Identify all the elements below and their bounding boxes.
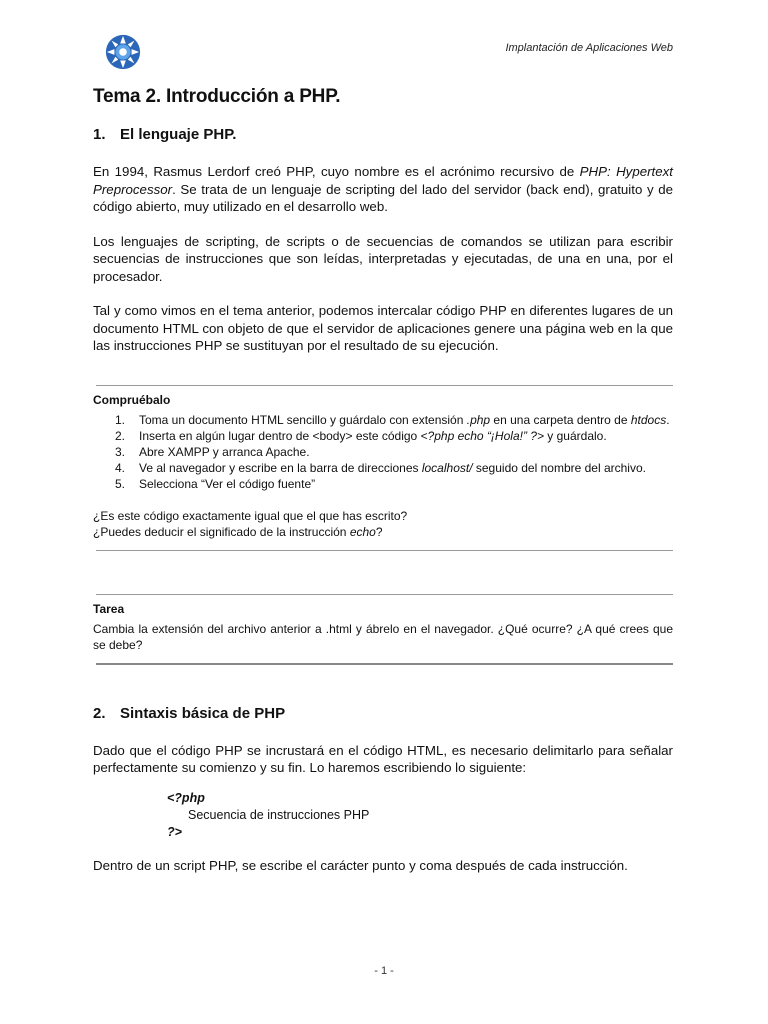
code-open: <?php bbox=[167, 790, 205, 805]
code-body: Secuencia de instrucciones PHP bbox=[188, 807, 370, 822]
code-block bbox=[167, 790, 673, 841]
page-title: Tema 2. Introducción a PHP. bbox=[93, 86, 341, 107]
header-title: Implantación de Aplicaciones Web bbox=[505, 42, 673, 54]
list-item: 5. Selecciona “Ver el código fuente” bbox=[115, 476, 316, 491]
document-body bbox=[93, 86, 673, 874]
question: ¿Es este código exactamente igual que el que has escrito? bbox=[93, 508, 408, 523]
paragraph: En 1994, Rasmus Lerdorf creó PHP, cuyo nombre es el acrónimo recursivo de PHP: Hypertext Preprocessor. Se trata de un lenguaje de scripting del lado del servidor (back end), gratuito y de código abierto, muy utilizado en el desarrollo web. bbox=[93, 164, 673, 214]
code-close: ?> bbox=[167, 824, 182, 839]
list-item: 3. Abre XAMPP y arranca Apache. bbox=[115, 444, 310, 459]
logo-emblem-icon bbox=[104, 33, 142, 71]
section-heading: 2. Sintaxis básica de PHP bbox=[93, 704, 286, 722]
divider bbox=[96, 594, 673, 595]
compruebalo-list bbox=[93, 412, 673, 492]
compruebalo-title: Compruébalo bbox=[93, 392, 171, 407]
section-heading: 1. El lenguaje PHP. bbox=[93, 126, 237, 143]
list-item: 2. Inserta en algún lugar dentro de <body> este código <?php echo “¡Hola!” ?> y guárdalo. bbox=[115, 428, 607, 443]
tarea-title: Tarea bbox=[93, 601, 125, 616]
paragraph: Dentro de un script PHP, se escribe el carácter punto y coma después de cada instrucción. bbox=[93, 857, 628, 873]
paragraph: Dado que el código PHP se incrustará en el código HTML, es necesario delimitarlo para señalar perfectamente su comienzo y su fin. Lo haremos escribiendo lo siguiente: bbox=[93, 742, 673, 775]
page-number: - 1 - bbox=[374, 965, 394, 977]
tarea-text: Cambia la extensión del archivo anterior a .html y ábrelo en el navegador. ¿Qué ocurre? ¿A qué crees que se debe? bbox=[93, 621, 673, 652]
question: ¿Puedes deducir el significado de la instrucción echo? bbox=[93, 524, 383, 539]
paragraph: Tal y como vimos en el tema anterior, podemos intercalar código PHP en diferentes lugares de un documento HTML con objeto de que el servidor de aplicaciones genere una página web en la que las instrucciones PHP se sustituyan por el resultado de su ejecución. bbox=[93, 303, 673, 353]
list-item: 1. Toma un documento HTML sencillo y guárdalo con extensión .php en una carpeta dentro de htdocs. bbox=[115, 412, 670, 427]
paragraph: Los lenguajes de scripting, de scripts o de secuencias de comandos se utilizan para escribir secuencias de instrucciones que son leídas, interpretadas y ejecutadas, de una en una, por el procesador. bbox=[93, 233, 673, 284]
list-item: 4. Ve al navegador y escribe en la barra de direcciones localhost/ seguido del nombre del archivo. bbox=[115, 460, 646, 475]
divider bbox=[96, 385, 673, 386]
